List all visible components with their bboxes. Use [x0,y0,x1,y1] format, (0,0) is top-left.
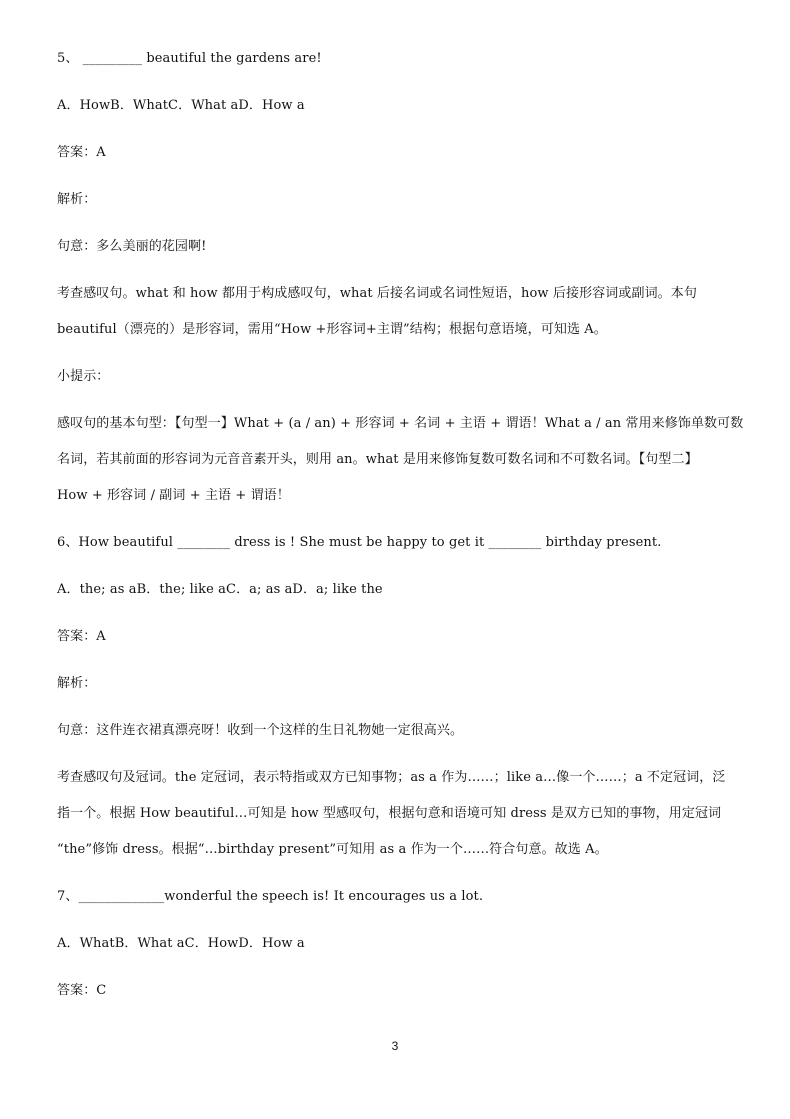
question-6-explanation-line: 考查感叹句及冠词。the 定冠词，表示特指或双方已知事物；as a 作为……；like a…像一个……；a 不定冠词，泛 [57,770,726,785]
question-6-explanation-line: “the”修饰 dress。根据“…birthday present”可知用 as a 作为一个……符合句意。故选 A。 [57,842,608,857]
question-5-tip-line: How + 形容词 / 副词 + 主语 + 谓语！ [57,488,290,503]
question-6-stem: 6、How beautiful ________ dress is ! She must be happy to get it ________ birthday present. [57,535,662,550]
question-6-analysis-label: 解析： [57,676,97,691]
question-5-stem: 5、 _________ beautiful the gardens are! [57,51,322,66]
question-5-meaning: 句意：多么美丽的花园啊! [57,239,207,254]
question-5-tip-label: 小提示： [57,369,110,384]
question-6-options: A．the; as aB．the; like aC．a; as aD．a; like the [57,582,383,597]
question-7-answer: 答案：C [57,983,107,998]
question-5-analysis-label: 解析： [57,192,97,207]
question-5-explanation-line: beautiful（漂亮的）是形容词，需用“How +形容词+主谓”结构；根据句意语境，可知选 A。 [57,322,607,337]
question-5-options: A．HowB．WhatC．What aD．How a [57,98,305,113]
page-number: 3 [391,1039,399,1053]
question-6-answer: 答案：A [57,629,106,644]
question-6-explanation-line: 指一个。根据 How beautiful…可知是 how 型感叹句，根据句意和语境可知 dress 是双方已知的事物，用定冠词 [57,806,722,821]
question-5-explanation-line: 考查感叹句。what 和 how 都用于构成感叹句，what 后接名词或名词性短语，how 后接形容词或副词。本句 [57,286,697,301]
question-7-options: A．WhatB．What aC．HowD．How a [57,936,305,951]
question-7-stem: 7、_____________wonderful the speech is! It encourages us a lot. [57,889,484,904]
question-5-tip-line: 名词，若其前面的形容词为元音音素开头，则用 an。what 是用来修饰复数可数名词和不可数名词。【句型二】 [57,452,698,467]
question-5-answer: 答案：A [57,145,106,160]
question-5-tip-line: 感叹句的基本句型：【句型一】What + (a / an) + 形容词 + 名词 + 主语 + 谓语！What a / an 常用来修饰单数可数 [57,416,744,431]
question-6-meaning: 句意：这件连衣裙真漂亮呀！收到一个这样的生日礼物她一定很高兴。 [57,723,464,738]
